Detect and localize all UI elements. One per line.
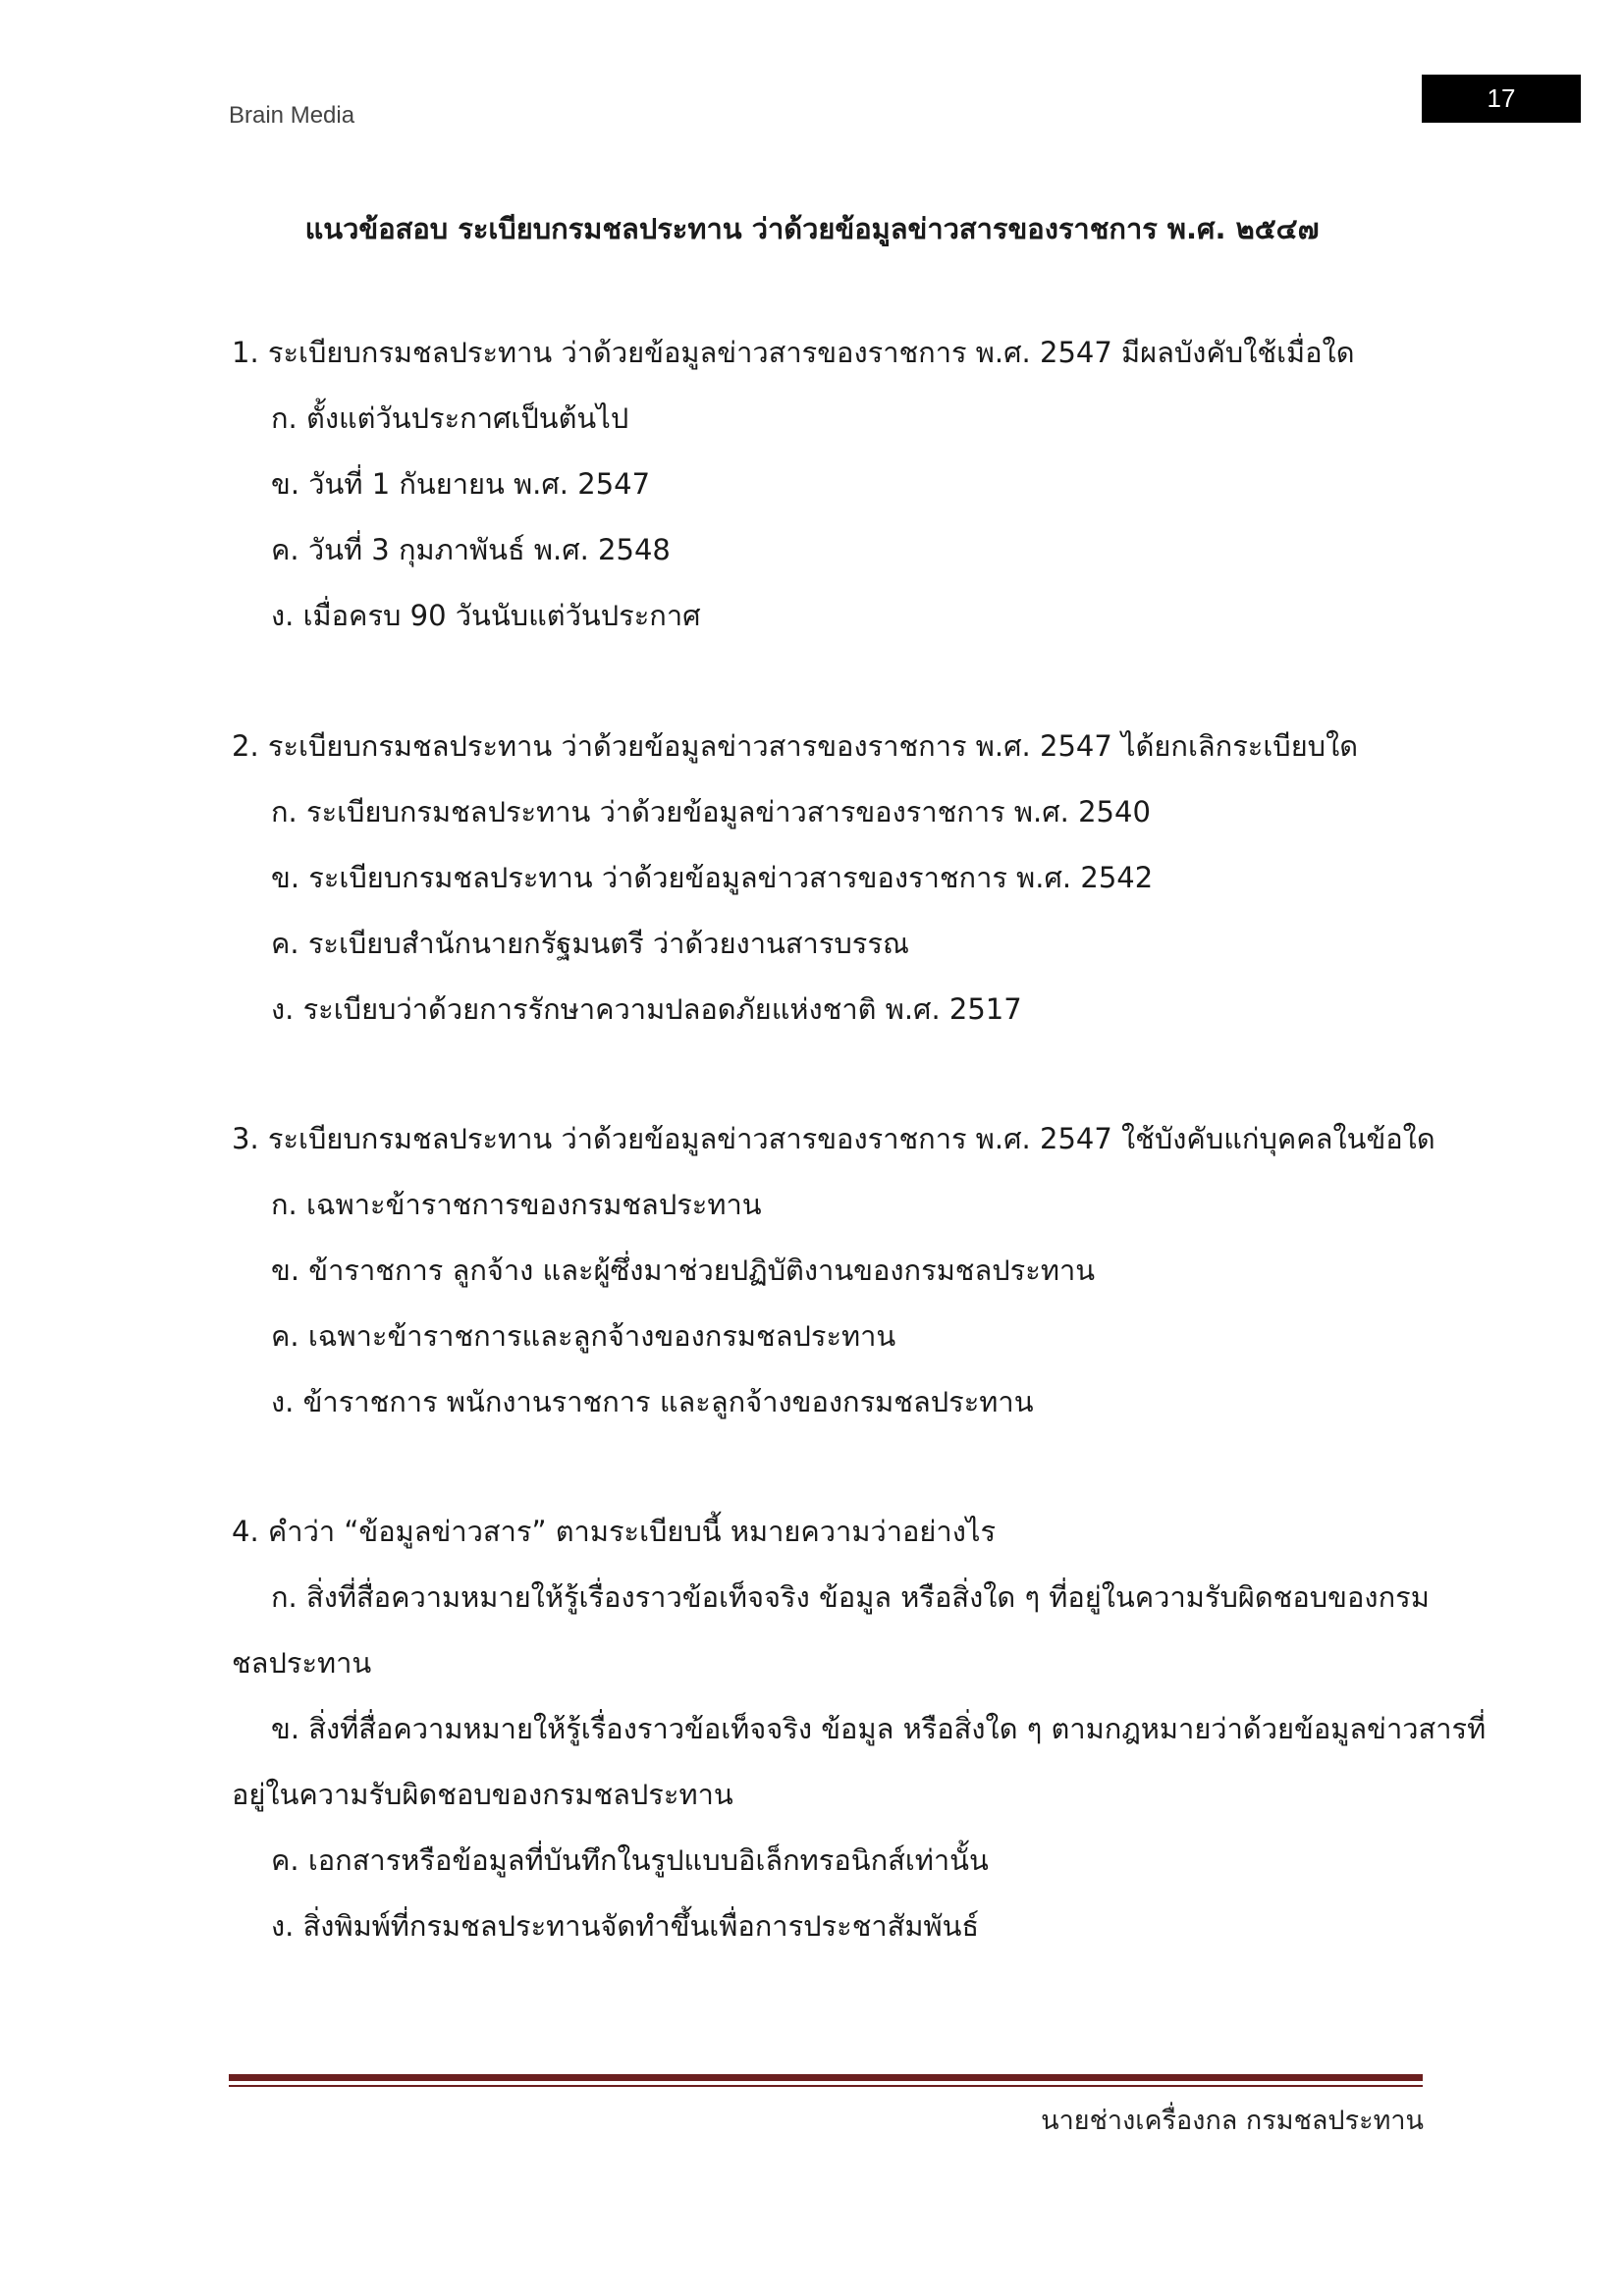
brand-label: Brain Media bbox=[229, 102, 355, 129]
question-text: 4. คำว่า “ข้อมูลข่าวสาร” ตามระเบียบนี้ หมายความว่าอย่างไร bbox=[232, 1515, 997, 1548]
option-b-continuation: อยู่ในความรับผิดชอบของกรมชลประทาน bbox=[232, 1778, 733, 1811]
question-block-4 bbox=[232, 1499, 1487, 1959]
footer-divider bbox=[229, 2074, 1423, 2087]
question-block-1 bbox=[232, 320, 1410, 649]
option-a: ก. ระเบียบกรมชลประทาน ว่าด้วยข้อมูลข่าวสารของราชการ พ.ศ. 2540 bbox=[271, 795, 1151, 828]
question-block-3 bbox=[232, 1106, 1435, 1435]
option-b: ข. ข้าราชการ ลูกจ้าง และผู้ซึ่งมาช่วยปฏิบัติงานของกรมชลประทาน bbox=[271, 1254, 1096, 1287]
option-a: ก. สิ่งที่สื่อความหมายให้รู้เรื่องราวข้อเท็จจริง ข้อมูล หรือสิ่งใด ๆ ที่อยู่ในความรับผิดชอบของกรม bbox=[271, 1580, 1430, 1614]
document-title: แนวข้อสอบ ระเบียบกรมชลประทาน ว่าด้วยข้อมูลข่าวสารของราชการ พ.ศ. ๒๕๔๗ bbox=[304, 212, 1320, 245]
option-a: ก. เฉพาะข้าราชการของกรมชลประทาน bbox=[271, 1188, 762, 1221]
page-number: 17 bbox=[1422, 75, 1581, 123]
question-block-2 bbox=[232, 714, 1410, 1042]
option-d: ง. ระเบียบว่าด้วยการรักษาความปลอดภัยแห่งชาติ พ.ศ. 2517 bbox=[271, 992, 1022, 1026]
option-b: ข. ระเบียบกรมชลประทาน ว่าด้วยข้อมูลข่าวสารของราชการ พ.ศ. 2542 bbox=[271, 861, 1154, 894]
question-text: 2. ระเบียบกรมชลประทาน ว่าด้วยข้อมูลข่าวสารของราชการ พ.ศ. 2547 ได้ยกเลิกระเบียบใด bbox=[232, 729, 1359, 763]
footer-divider-thin bbox=[229, 2085, 1423, 2087]
footer-label: นายช่างเครื่องกล กรมชลประทาน bbox=[1041, 2106, 1424, 2136]
option-a-continuation: ชลประทาน bbox=[232, 1646, 372, 1680]
option-c: ค. เฉพาะข้าราชการและลูกจ้างของกรมชลประทาน bbox=[271, 1319, 896, 1353]
option-c: ค. วันที่ 3 กุมภาพันธ์ พ.ศ. 2548 bbox=[271, 533, 671, 566]
question-text: 1. ระเบียบกรมชลประทาน ว่าด้วยข้อมูลข่าวสารของราชการ พ.ศ. 2547 มีผลบังคับใช้เมื่อใด bbox=[232, 336, 1355, 369]
option-b: ข. สิ่งที่สื่อความหมายให้รู้เรื่องราวข้อเท็จจริง ข้อมูล หรือสิ่งใด ๆ ตามกฎหมายว่าด้วยข้อมูลข่าวสารที่ bbox=[271, 1712, 1487, 1745]
option-c: ค. เอกสารหรือข้อมูลที่บันทึกในรูปแบบอิเล็กทรอนิกส์เท่านั้น bbox=[271, 1843, 989, 1877]
option-c: ค. ระเบียบสำนักนายกรัฐมนตรี ว่าด้วยงานสารบรรณ bbox=[271, 927, 909, 960]
option-d: ง. ข้าราชการ พนักงานราชการ และลูกจ้างของกรมชลประทาน bbox=[271, 1385, 1034, 1418]
option-a: ก. ตั้งแต่วันประกาศเป็นต้นไป bbox=[271, 401, 629, 435]
question-text: 3. ระเบียบกรมชลประทาน ว่าด้วยข้อมูลข่าวสารของราชการ พ.ศ. 2547 ใช้บังคับแก่บุคคลในข้อใด bbox=[232, 1122, 1435, 1155]
option-b: ข. วันที่ 1 กันยายน พ.ศ. 2547 bbox=[271, 467, 651, 501]
option-d: ง. สิ่งพิมพ์ที่กรมชลประทานจัดทำขึ้นเพื่อการประชาสัมพันธ์ bbox=[271, 1909, 980, 1943]
option-d: ง. เมื่อครบ 90 วันนับแต่วันประกาศ bbox=[271, 599, 701, 632]
footer-divider-thick bbox=[229, 2074, 1423, 2081]
